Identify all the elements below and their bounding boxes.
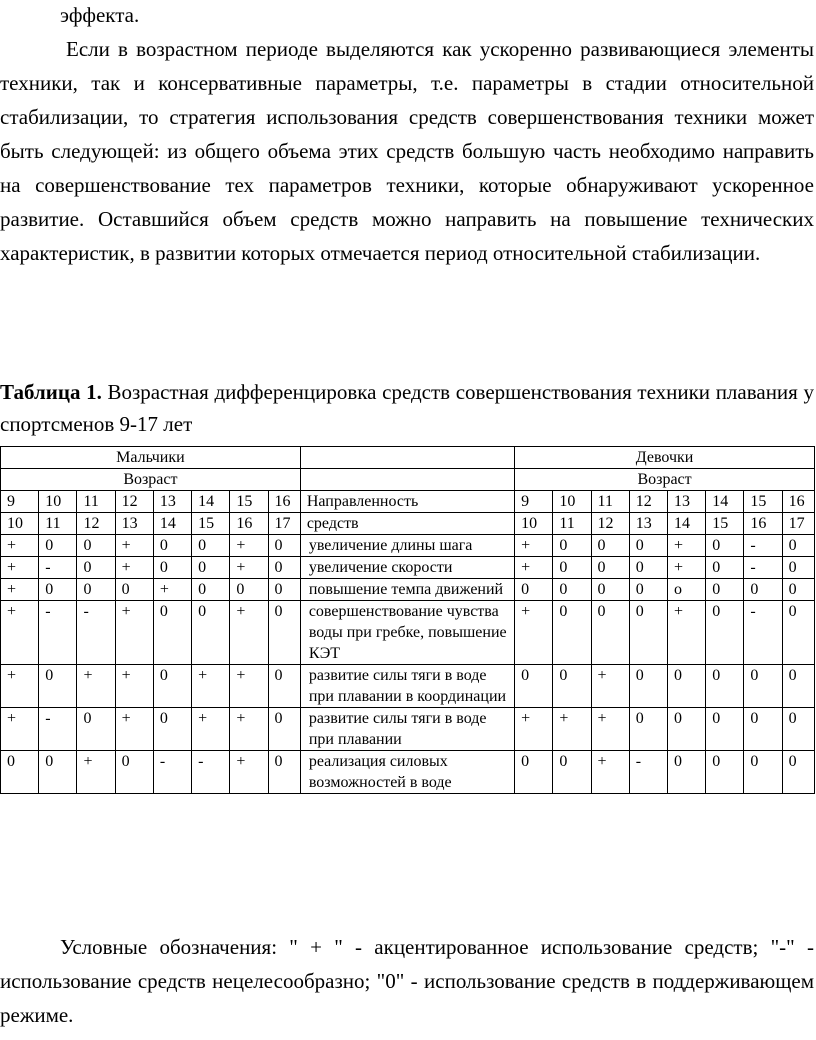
girls-value-cell: - xyxy=(744,535,782,557)
boys-value-cell: 0 xyxy=(153,708,191,751)
girls-value-cell: 0 xyxy=(553,557,591,579)
boys-value-cell: 0 xyxy=(230,579,268,601)
boys-value-cell: + xyxy=(1,601,39,665)
girls-value-cell: - xyxy=(629,751,667,794)
girls-value-cell: 0 xyxy=(706,557,744,579)
boys-value-cell: 0 xyxy=(192,579,230,601)
boys-value-cell: + xyxy=(192,665,230,708)
table-row xyxy=(1,708,815,751)
girls-value-cell: 0 xyxy=(553,751,591,794)
girls-value-cell: 0 xyxy=(591,535,629,557)
boys-age-from-cell: 14 xyxy=(192,491,230,513)
boys-age-header: Возраст xyxy=(1,469,301,491)
girls-value-cell: 0 xyxy=(782,557,814,579)
girls-value-cell: 0 xyxy=(782,665,814,708)
girls-value-cell: 0 xyxy=(515,751,553,794)
boys-value-cell: + xyxy=(1,708,39,751)
direction-cell: совершенствование чувства воды при гребке, повышение КЭТ xyxy=(300,601,514,665)
girls-value-cell: + xyxy=(591,665,629,708)
girls-value-cell: + xyxy=(667,557,705,579)
girls-value-cell: + xyxy=(591,751,629,794)
girls-value-cell: 0 xyxy=(744,708,782,751)
girls-age-to-cell: 13 xyxy=(629,513,667,535)
direction-header-line2: средств xyxy=(300,513,514,535)
girls-age-to-cell: 15 xyxy=(706,513,744,535)
boys-value-cell: 0 xyxy=(1,751,39,794)
boys-value-cell: 0 xyxy=(39,751,77,794)
boys-value-cell: 0 xyxy=(268,708,300,751)
boys-value-cell: 0 xyxy=(268,535,300,557)
boys-value-cell: + xyxy=(230,601,268,665)
girls-value-cell: + xyxy=(515,535,553,557)
boys-value-cell: + xyxy=(1,557,39,579)
boys-age-to-cell: 16 xyxy=(230,513,268,535)
girls-value-cell: 0 xyxy=(629,601,667,665)
girls-value-cell: - xyxy=(744,601,782,665)
table-row xyxy=(1,601,815,665)
boys-age-to-cell: 17 xyxy=(268,513,300,535)
direction-cell: развитие силы тяги в воде при плавании в координации xyxy=(300,665,514,708)
boys-value-cell: 0 xyxy=(77,708,115,751)
boys-value-cell: - xyxy=(39,708,77,751)
boys-value-cell: 0 xyxy=(153,665,191,708)
girls-value-cell: 0 xyxy=(515,665,553,708)
girls-value-cell: - xyxy=(744,557,782,579)
girls-value-cell: 0 xyxy=(706,708,744,751)
boys-age-from-cell: 13 xyxy=(153,491,191,513)
boys-value-cell: + xyxy=(230,665,268,708)
girls-value-cell: 0 xyxy=(629,557,667,579)
girls-value-cell: 0 xyxy=(629,535,667,557)
boys-value-cell: 0 xyxy=(77,557,115,579)
girls-value-cell: 0 xyxy=(667,751,705,794)
girls-age-to-cell: 10 xyxy=(515,513,553,535)
girls-value-cell: 0 xyxy=(629,708,667,751)
boys-value-cell: 0 xyxy=(115,579,153,601)
girls-value-cell: 0 xyxy=(744,579,782,601)
boys-value-cell: + xyxy=(1,535,39,557)
table-row xyxy=(1,535,815,557)
boys-value-cell: + xyxy=(230,557,268,579)
direction-cell: повышение темпа движений xyxy=(300,579,514,601)
girls-value-cell: 0 xyxy=(515,579,553,601)
boys-value-cell: 0 xyxy=(268,557,300,579)
boys-value-cell: + xyxy=(192,708,230,751)
boys-value-cell: 0 xyxy=(77,535,115,557)
boys-value-cell: 0 xyxy=(153,557,191,579)
boys-value-cell: 0 xyxy=(77,579,115,601)
girls-age-from-cell: 15 xyxy=(744,491,782,513)
girls-value-cell: 0 xyxy=(744,665,782,708)
age-differentiation-table xyxy=(0,446,815,794)
boys-value-cell: 0 xyxy=(268,579,300,601)
girls-age-to-cell: 12 xyxy=(591,513,629,535)
girls-age-to-cell: 14 xyxy=(667,513,705,535)
boys-header: Мальчики xyxy=(1,447,301,469)
boys-age-from-cell: 11 xyxy=(77,491,115,513)
boys-value-cell: 0 xyxy=(268,751,300,794)
boys-value-cell: 0 xyxy=(192,601,230,665)
girls-value-cell: 0 xyxy=(782,601,814,665)
girls-value-cell: 0 xyxy=(591,601,629,665)
girls-value-cell: 0 xyxy=(629,579,667,601)
boys-value-cell: 0 xyxy=(39,579,77,601)
blank-header-cell xyxy=(300,469,514,491)
girls-value-cell: 0 xyxy=(782,751,814,794)
girls-age-to-cell: 16 xyxy=(744,513,782,535)
direction-header: Направленность xyxy=(300,491,514,513)
boys-value-cell: + xyxy=(1,665,39,708)
girls-value-cell: 0 xyxy=(667,665,705,708)
girls-value-cell: + xyxy=(553,708,591,751)
boys-value-cell: + xyxy=(1,579,39,601)
boys-age-to-cell: 15 xyxy=(192,513,230,535)
boys-age-from-cell: 10 xyxy=(39,491,77,513)
boys-value-cell: + xyxy=(230,708,268,751)
girls-age-from-cell: 12 xyxy=(629,491,667,513)
girls-value-cell: 0 xyxy=(629,665,667,708)
girls-value-cell: 0 xyxy=(553,665,591,708)
boys-age-from-cell: 12 xyxy=(115,491,153,513)
boys-value-cell: + xyxy=(77,751,115,794)
girls-value-cell: + xyxy=(515,601,553,665)
age-to-row xyxy=(1,513,815,535)
boys-value-cell: + xyxy=(115,708,153,751)
boys-age-from-cell: 16 xyxy=(268,491,300,513)
table-row xyxy=(1,665,815,708)
girls-age-from-cell: 11 xyxy=(591,491,629,513)
boys-value-cell: 0 xyxy=(153,535,191,557)
group-header-row xyxy=(1,447,815,469)
girls-value-cell: 0 xyxy=(706,601,744,665)
direction-cell: увеличение скорости xyxy=(300,557,514,579)
girls-value-cell: 0 xyxy=(553,601,591,665)
boys-age-to-cell: 12 xyxy=(77,513,115,535)
girls-header: Девочки xyxy=(515,447,815,469)
boys-value-cell: 0 xyxy=(192,535,230,557)
boys-value-cell: - xyxy=(39,601,77,665)
boys-value-cell: 0 xyxy=(268,665,300,708)
girls-value-cell: 0 xyxy=(782,535,814,557)
girls-value-cell: + xyxy=(515,708,553,751)
boys-age-to-cell: 11 xyxy=(39,513,77,535)
boys-value-cell: 0 xyxy=(39,665,77,708)
girls-age-to-cell: 17 xyxy=(782,513,814,535)
boys-value-cell: + xyxy=(115,601,153,665)
girls-value-cell: + xyxy=(591,708,629,751)
girls-value-cell: 0 xyxy=(706,535,744,557)
girls-value-cell: 0 xyxy=(553,535,591,557)
boys-value-cell: 0 xyxy=(268,601,300,665)
girls-value-cell: + xyxy=(667,535,705,557)
legend-paragraph: Условные обозначения: " + " - акцентированное использование средств; "-" - использование средств нецелесообразно; "0" - использование средств в поддерживающем режиме. xyxy=(0,935,814,1027)
girls-value-cell: + xyxy=(667,601,705,665)
table-row xyxy=(1,579,815,601)
table-row xyxy=(1,751,815,794)
boys-age-to-cell: 14 xyxy=(153,513,191,535)
girls-value-cell: 0 xyxy=(706,751,744,794)
girls-value-cell: 0 xyxy=(706,579,744,601)
direction-cell: развитие силы тяги в воде при плавании xyxy=(300,708,514,751)
boys-value-cell: - xyxy=(153,751,191,794)
girls-value-cell: 0 xyxy=(591,579,629,601)
boys-value-cell: + xyxy=(230,751,268,794)
boys-age-from-cell: 15 xyxy=(230,491,268,513)
girls-age-from-cell: 9 xyxy=(515,491,553,513)
girls-value-cell: 0 xyxy=(706,665,744,708)
girls-value-cell: 0 xyxy=(667,708,705,751)
direction-cell: увеличение длины шага xyxy=(300,535,514,557)
girls-age-header: Возраст xyxy=(515,469,815,491)
girls-age-to-cell: 11 xyxy=(553,513,591,535)
boys-value-cell: + xyxy=(115,557,153,579)
girls-value-cell: 0 xyxy=(782,579,814,601)
girls-age-from-cell: 14 xyxy=(706,491,744,513)
table-caption-label: Таблица 1. xyxy=(0,380,102,404)
boys-value-cell: 0 xyxy=(39,535,77,557)
boys-age-to-cell: 10 xyxy=(1,513,39,535)
girls-age-from-cell: 10 xyxy=(553,491,591,513)
boys-value-cell: 0 xyxy=(115,751,153,794)
boys-value-cell: - xyxy=(77,601,115,665)
girls-value-cell: о xyxy=(667,579,705,601)
boys-value-cell: 0 xyxy=(192,557,230,579)
girls-value-cell: 0 xyxy=(553,579,591,601)
table-row xyxy=(1,557,815,579)
boys-value-cell: - xyxy=(192,751,230,794)
girls-age-from-cell: 16 xyxy=(782,491,814,513)
boys-value-cell: + xyxy=(153,579,191,601)
boys-value-cell: + xyxy=(115,665,153,708)
girls-value-cell: + xyxy=(515,557,553,579)
direction-cell: реализация силовых возможностей в воде xyxy=(300,751,514,794)
boys-value-cell: + xyxy=(230,535,268,557)
age-from-row xyxy=(1,491,815,513)
table-caption xyxy=(0,376,814,440)
girls-value-cell: 0 xyxy=(591,557,629,579)
table-caption-text: Возрастная дифференцировка средств совершенствования техники плавания у спортсменов 9-17 лет xyxy=(0,380,814,436)
girls-value-cell: 0 xyxy=(782,708,814,751)
girls-age-from-cell: 13 xyxy=(667,491,705,513)
blank-header-cell xyxy=(300,447,514,469)
boys-value-cell: 0 xyxy=(153,601,191,665)
top-fragment: эффекта. xyxy=(60,3,140,27)
age-header-row xyxy=(1,469,815,491)
girls-value-cell: 0 xyxy=(744,751,782,794)
main-paragraph: Если в возрастном периоде выделяются как ускоренно развивающиеся элементы техники, так и консервативные параметры, т.е. параметры в стадии относительной стабилизации, то стратегия использования средств совершенствования техники может быть следующей: из общего объема этих средств большую часть необходимо направить на совершенствование тех параметров техники, которые обнаруживают ускоренное развитие. Оставшийся объем средств можно направить на повышение технических характеристик, в развитии которых отмечается период относительной стабилизации. xyxy=(0,37,814,265)
boys-value-cell: - xyxy=(39,557,77,579)
boys-value-cell: + xyxy=(77,665,115,708)
boys-age-from-cell: 9 xyxy=(1,491,39,513)
boys-age-to-cell: 13 xyxy=(115,513,153,535)
boys-value-cell: + xyxy=(115,535,153,557)
